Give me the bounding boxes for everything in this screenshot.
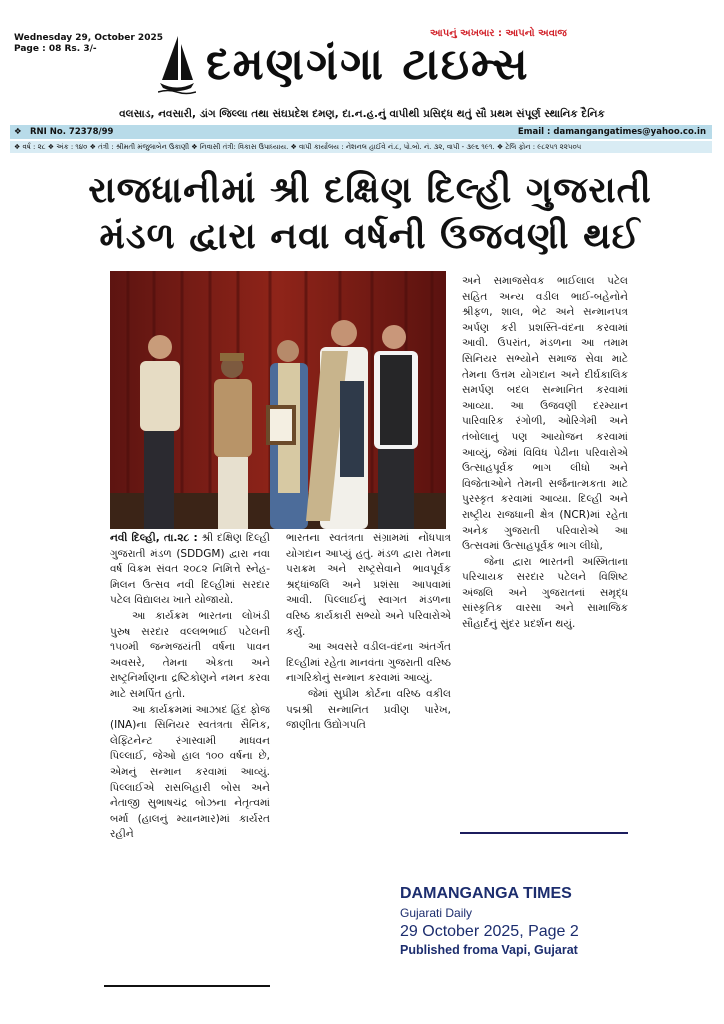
paragraph: અને સમાજસેવક ભાઈલાલ પટેલ સહિત અન્ય વડીલ ભાઈ-બહેનોને શ્રીફળ, શાલ, ભેટ અને સન્માનપત્ર અર્પણ કરી પ્રશસ્તિ-વંદના કરવામાં આવી. ઉપરાંત, મંડળના આ તમામ સિનિયર સભ્યોને સમાજ સેવા માટે તેમના ઉત્તમ યોગદાન અને દીર્ઘકાલિક સમર્પણ બદલ સન્માનિત કરવામાં આવ્યા. આ ઉજવણી દરમ્યાન પારિવારિક રંગોળી, ઓરિગેમી અને તંબોલાનું પણ આયોજન કરવામાં આવ્યું, જેમાં વિવિધ પેઢીના પરિવારોએ ઉત્સાહપૂર્વક ભાગ લીધો અને વિજેતાઓને તેમની સર્જનાત્મકતા માટે પુરસ્કૃત કરવામાં આવ્યા. દિલ્હી અને રાષ્ટ્રીય રાજધાની ક્ષેત્ર (NCR)માં રહેતા અનેક ગુજરાતી પરિવારોએ આ ઉત્સવમાં ઉત્સાહપૂર્વક ભાગ લીધો, [462, 275, 628, 553]
person-2 [214, 353, 252, 529]
email-address: Email : damangangatimes@yahoo.co.in [517, 127, 706, 137]
article-column-3 [462, 274, 628, 633]
brand-published: Published froma Vapi, Gujarat [400, 943, 578, 957]
event-photo [110, 271, 446, 529]
headline-line-2: મંડળ દ્વારા નવા વર્ષની ઉજવણી થઈ [99, 216, 641, 257]
date-line [14, 33, 163, 55]
brand-name: DAMANGANGA TIMES [400, 885, 572, 902]
masthead-subline: વલસાડ, નવસારી, ડાંગ જિલ્લા તથા સંઘપ્રદેશ દમણ, દા.ન.હ.નું વાપીથી પ્રસિદ્ધ થતું સૌ પ્રથમ સંપૂર્ણ સ્થાનિક દૈનિક [119, 108, 605, 120]
brand-date-page: 29 October 2025, Page 2 [400, 923, 579, 940]
paragraph: ભારતના સ્વતંત્રતા સંગ્રામમાં નોંધપાત્ર યોગદાન આપ્યું હતું. મંડળ દ્વારા તેમના પરાક્રમ અને રાષ્ટ્રસેવાને ભાવપૂર્વક શ્રદ્ધાંજલિ અને પ્રશંસા આપવામાં આવી. પિલ્લાઈનું સ્વાગત મંડળના વરિષ્ઠ કાર્યકારી સભ્યો અને પરિવારોએ કર્યું. [286, 532, 451, 638]
article-column-2 [286, 531, 451, 734]
article-column-1 [110, 531, 270, 843]
rni-strip [10, 125, 712, 139]
headline-line-1: રાજધાનીમાં શ્રી દક્ષિણ દિલ્હી ગુજરાતી [88, 170, 652, 211]
brand-block [400, 885, 579, 957]
paragraph: જેના દ્વારા ભારતની અસ્મિતાના પરિચાયક સરદાર પટેલને વિશિષ્ટ અંજલિ અને ગુજરાતનાં સમૃદ્ધ સાંસ્કૃતિક વારસા અને સામાજિક સૌહાર્દનું સુંદર પ્રદર્શન થયું. [462, 555, 628, 631]
paragraph [110, 531, 270, 609]
article-headline [50, 168, 690, 260]
issue-date: Wednesday 29, October 2025 [14, 33, 163, 43]
person-1 [140, 335, 180, 529]
paragraph: આ અવસરે વડીલ-વંદના અંતર્ગત દિલ્હીમાં રહેતા માનવંતા ગુજરાતી વરિષ્ઠ નાગરિકોનું સન્માન કરવામાં આવ્યું. [286, 641, 451, 685]
info-strip [10, 141, 712, 153]
article-dateline: નવી દિલ્હી, તા.૨૮ : [110, 532, 198, 544]
info-strip-text: ❖ વર્ષ : ૨૮ ❖ અંક : ૧૪૦ ❖ તંત્રી : શ્રીમતી મંજુલાબેન ઉકાણી ❖ નિવાસી તંત્રી: વિકાસ ઉપાધ્યાય. ❖ વાપી કાર્યાલય : નેશનલ હાઈવે નં.૮, પો.બો. નં. ૩૨, વાપી - ૩૯૬ ૧૯૧. ❖ ટેલિ ફોન : ૯૮૨૫૧ ૨૨૫૦૫ [14, 143, 582, 151]
sailboat-logo-icon [158, 34, 196, 96]
tagline: આપનું અખબાર : આપનો અવાજ [430, 28, 567, 39]
paragraph: આ કાર્યક્રમ ભારતના લોખંડી પુરુષ સરદાર વલ્લભભાઈ પટેલની ૧૫૦મી જન્મજયંતી વર્ષના પાવન અવસરે, તેમના એકતા અને રાષ્ટ્રનિર્માણના દ્રષ્ટિકોણને નમન કરવા માટે સમર્પિત હતો. [110, 609, 270, 700]
paragraph-text: શ્રી દક્ષિણ દિલ્હી ગુજરાતી મંડળ (SDDGM) દ્વારા નવા વર્ષ વિક્રમ સંવત ૨૦૮૨ નિમિત્તે સ્નેહ-મિલન ઉત્સવ નવી દિલ્હીમાં સરદાર પટેલ વિદ્યાલય ખાતે યોજાયો. [110, 532, 270, 607]
strip-diamond-icon: ❖ [14, 127, 22, 137]
brand-subtitle: Gujarati Daily [400, 906, 473, 920]
column-end-rule [104, 985, 270, 987]
paragraph: જેમાં સુપ્રીમ કોર્ટના વરિષ્ઠ વકીલ પદ્મશ્રી સન્માનિત પ્રવીણ પારેખ, જાણીતા ઉદ્યોગપતિ [286, 687, 451, 732]
rni-number: RNI No. 72378/99 [30, 127, 114, 137]
page-price: Page : 08 Rs. 3/- [14, 44, 97, 54]
person-5 [374, 325, 418, 529]
column-end-rule [460, 832, 628, 834]
masthead-title: દમણગંગા ટાઇમ્સ [206, 39, 530, 90]
paragraph: આ કાર્યક્રમમાં આઝાદ હિંદ ફોજ (INA)ના સિનિયર સ્વતંત્રતા સૈનિક, લેફ્ટિનેન્ટ રંગાસ્વામી માધવન પિલ્લાઈ, જેઓ હાલ ૧૦૦ વર્ષના છે, એમનું સન્માન કરવામાં આવ્યું. પિલ્લાઈએ રાસબિહારી બોસ અને નેતાજી સુભાષચંદ્ર બોઝના નેતૃત્વમાં બર્મા (હાલનું મ્યાનમાર)માં કાર્યરત રહીને [110, 703, 270, 841]
